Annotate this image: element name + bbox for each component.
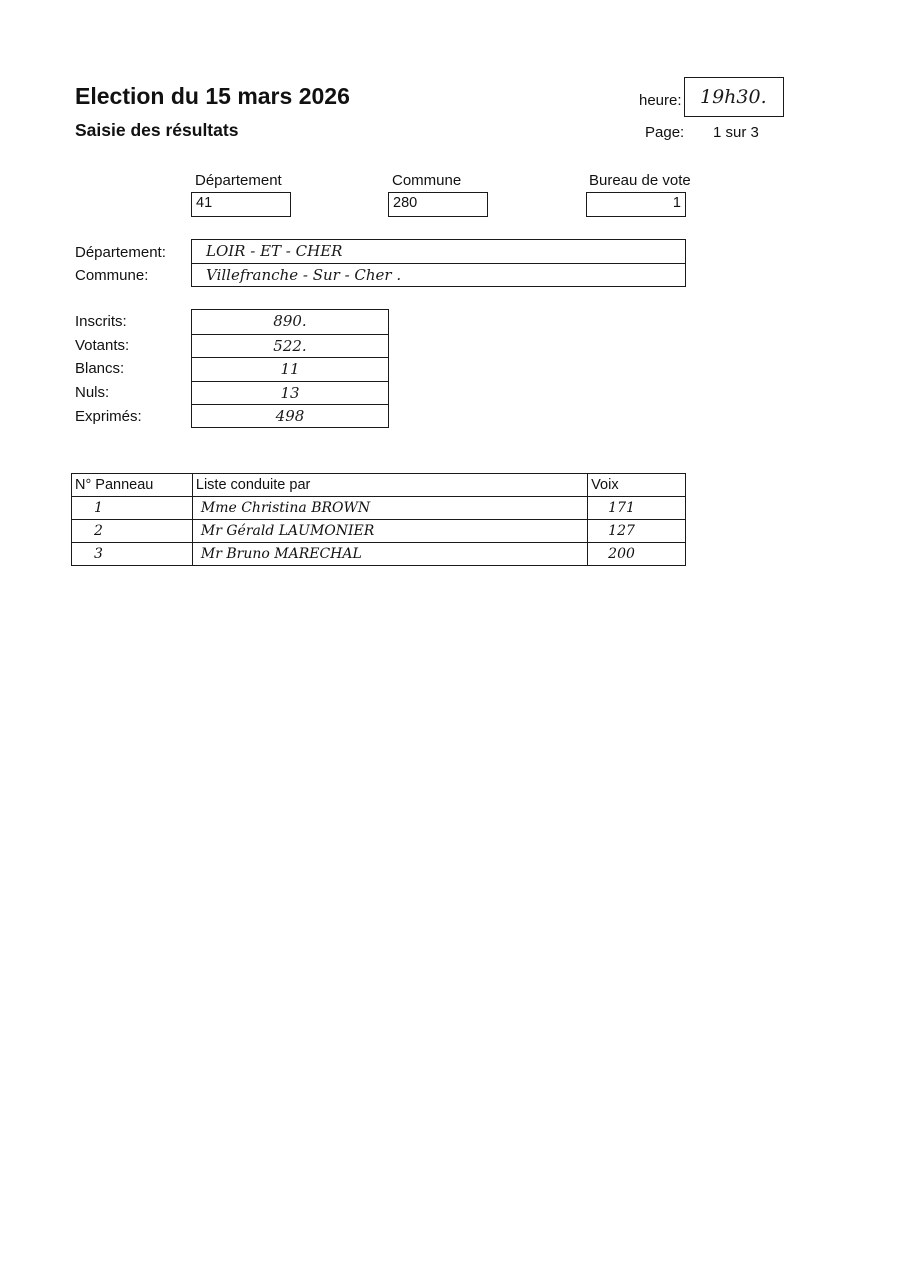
blancs-field[interactable] <box>192 357 388 382</box>
liste-cell[interactable]: Mr Gérald LAUMONIER <box>192 520 587 543</box>
votants-field[interactable] <box>192 334 388 359</box>
inscrits-label: Inscrits: <box>75 313 127 330</box>
page-label: Page: <box>645 124 685 141</box>
nuls-label: Nuls: <box>75 384 110 401</box>
departement-code-value: 41 <box>196 195 213 211</box>
votants-value: 522. <box>273 336 307 355</box>
table-row <box>72 497 686 520</box>
voix-cell[interactable]: 127 <box>588 520 686 543</box>
voix-cell[interactable]: 200 <box>588 543 686 566</box>
heure-label: heure: <box>639 92 682 109</box>
commune-name-label: Commune: <box>75 267 149 284</box>
commune-code-value: 280 <box>393 195 418 211</box>
commune-name-value: Villefranche - Sur - Cher . <box>206 266 402 284</box>
departement-name-label: Département: <box>75 244 166 261</box>
panneau-cell[interactable]: 1 <box>72 497 193 520</box>
commune-code-field[interactable] <box>388 192 488 217</box>
departement-code-label: Département <box>195 172 282 189</box>
commune-name-field[interactable] <box>192 263 685 287</box>
bureau-value: 1 <box>672 195 681 211</box>
panneau-cell[interactable]: 2 <box>72 520 193 543</box>
liste-cell[interactable]: Mme Christina BROWN <box>192 497 587 520</box>
votants-label: Votants: <box>75 337 130 354</box>
exprimes-value: 498 <box>275 407 305 426</box>
header-voix: Voix <box>588 474 686 497</box>
page-number: 1 sur 3 <box>713 124 759 141</box>
departement-name-value: LOIR - ET - CHER <box>206 242 343 260</box>
blancs-value: 11 <box>280 360 300 379</box>
exprimes-label: Exprimés: <box>75 408 142 425</box>
counts-table <box>191 309 389 428</box>
location-names-table <box>191 239 686 287</box>
commune-code-label: Commune <box>392 172 462 189</box>
inscrits-value: 890. <box>273 312 307 330</box>
page-title: Election du 15 mars 2026 <box>75 83 350 109</box>
bureau-field[interactable] <box>586 192 686 217</box>
results-header-row <box>72 474 686 497</box>
exprimes-field[interactable] <box>192 404 388 429</box>
liste-cell[interactable]: Mr Bruno MARECHAL <box>192 543 587 566</box>
results-table <box>71 473 686 566</box>
page-subtitle: Saisie des résultats <box>75 120 239 140</box>
nuls-value: 13 <box>280 383 300 402</box>
voix-cell[interactable]: 171 <box>588 497 686 520</box>
blancs-label: Blancs: <box>75 360 125 377</box>
nuls-field[interactable] <box>192 381 388 406</box>
table-row <box>72 520 686 543</box>
inscrits-field[interactable] <box>192 310 388 334</box>
header-panneau: N° Panneau <box>72 474 193 497</box>
heure-value: 19h30. <box>700 86 767 108</box>
table-row <box>72 543 686 566</box>
bureau-label: Bureau de vote <box>589 172 691 189</box>
departement-code-field[interactable] <box>191 192 291 217</box>
header-liste: Liste conduite par <box>192 474 587 497</box>
departement-name-field[interactable] <box>192 240 685 263</box>
panneau-cell[interactable]: 3 <box>72 543 193 566</box>
